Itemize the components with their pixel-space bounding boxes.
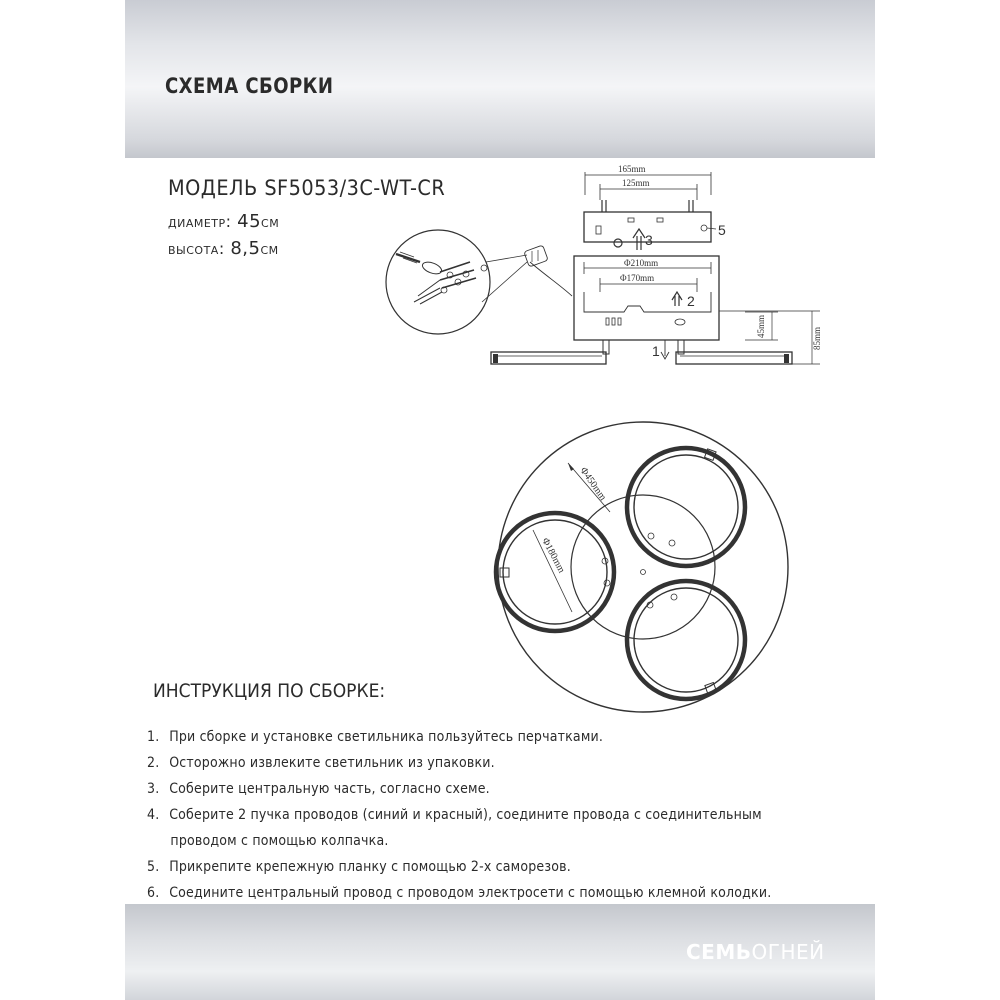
left-ring-profile [491, 352, 606, 364]
step-text: При сборке и установке светильника пользуйтесь перчатками. [169, 729, 604, 745]
terminal-block [524, 245, 548, 267]
ring-top-right [627, 448, 745, 566]
ring-bottom-right [627, 581, 745, 699]
page-title: СХЕМА СБОРКИ [165, 74, 334, 98]
step-number: 1. [147, 729, 160, 745]
dim-170-label: Φ170mm [620, 273, 655, 283]
diameter-value: 45 [237, 211, 262, 232]
instructions-title: ИНСТРУКЦИЯ ПО СБОРКЕ: [153, 680, 386, 702]
instruction-step [147, 854, 813, 880]
dim-210-label: Φ210mm [624, 258, 659, 268]
instruction-step [147, 776, 813, 802]
dim-165-label: 165mm [618, 164, 646, 174]
model-name: МОДЕЛЬ SF5053/3C-WT-CR [168, 176, 446, 200]
height-label: высота: [168, 239, 225, 258]
central-housing [574, 256, 719, 340]
dim-450-label: Φ450mm [577, 465, 609, 503]
wire-detail [386, 230, 527, 334]
step-text: Прикрепите крепежную планку с помощью 2-х саморезов. [169, 859, 571, 875]
step-text: Соберите центральную часть, согласно схеме. [169, 781, 490, 797]
height-unit: см [260, 239, 279, 258]
brand-logo [686, 940, 825, 964]
side-view [491, 164, 822, 364]
step-number: 3. [147, 781, 160, 797]
diameter-unit: см [261, 212, 280, 231]
step-text: Соберите 2 пучка проводов (синий и красный), соедините провода с соединительным [169, 807, 762, 823]
dim-125-label: 125mm [622, 178, 650, 188]
instruction-list [147, 724, 887, 906]
step-number: 6. [147, 885, 160, 901]
height-value: 8,5 [230, 238, 261, 259]
callout-2: 2 [687, 293, 695, 309]
diameter-label: диаметр: [168, 212, 232, 231]
instruction-step [147, 802, 813, 854]
instruction-step [147, 750, 813, 776]
callout-3: 3 [645, 232, 653, 248]
dim-180-label: Φ180mm [539, 536, 567, 575]
ring-left [496, 513, 614, 631]
callout-1: 1 [652, 343, 660, 359]
step-number: 2. [147, 755, 160, 771]
dim-45-label: 45mm [756, 314, 766, 338]
brand-part-1: СЕМЬ [686, 940, 752, 964]
step-number: 4. [147, 807, 160, 823]
instruction-step [147, 724, 813, 750]
right-ring-profile [676, 352, 792, 364]
step-text-continuation: проводом с помощью колпачка. [170, 833, 389, 849]
step-number: 5. [147, 859, 160, 875]
top-view [496, 422, 788, 712]
step-text: Осторожно извлеките светильник из упаковки. [169, 755, 495, 771]
step-text: Соедините центральный провод с проводом электросети с помощью клемной колодки. [169, 885, 772, 901]
dim-85-label: 85mm [812, 326, 822, 350]
brand-part-2: ОГНЕЙ [751, 940, 825, 964]
instruction-step [147, 880, 813, 906]
callout-5: 5 [718, 222, 726, 238]
